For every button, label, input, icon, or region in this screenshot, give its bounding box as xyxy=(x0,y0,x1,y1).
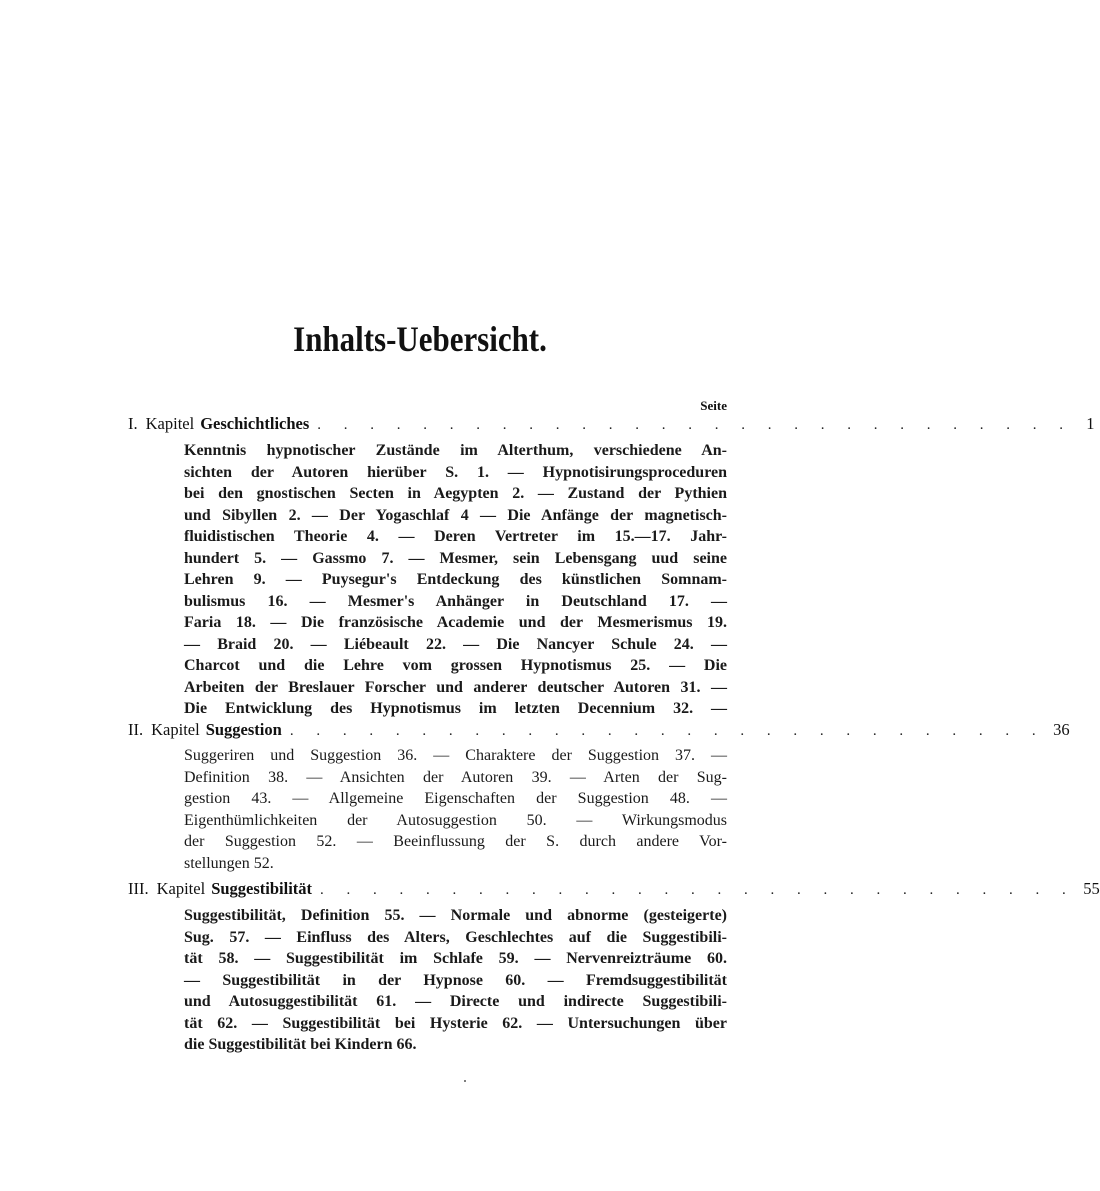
summary-line: Die Entwicklung des Hypnotismus im letzten Decennium 32. — xyxy=(184,700,727,717)
summary-line: Charcot und die Lehre vom grossen Hypnotismus 25. — Die xyxy=(184,657,727,674)
chapter-title: Suggestion xyxy=(205,720,282,739)
summary-line: der Suggestion 52. — Beeinflussung der S. durch andere Vor- xyxy=(184,833,727,850)
summary-line: fluidistischen Theorie 4. — Deren Vertreter im 15.—17. Jahr- xyxy=(184,528,727,545)
leader-dots: . . . . . . . . . . . . . . . . . . . . . . . . . . . . . xyxy=(320,882,1076,898)
summary-line: und Autosuggestibilität 61. — Directe und indirecte Suggestibili- xyxy=(184,993,727,1010)
chapter-page-number: 1 xyxy=(1086,414,1095,433)
summary-line: die Suggestibilität bei Kindern 66. xyxy=(184,1036,417,1053)
summary-line: gestion 43. — Allgemeine Eigenschaften der Suggestion 48. — xyxy=(184,790,727,807)
summary-line: hundert 5. — Gassmo 7. — Mesmer, sein Lebensgang uud seine xyxy=(184,549,727,567)
summary-line: Kenntnis hypnotischer Zustände im Alterthum, verschiedene An- xyxy=(184,442,727,459)
summary-line: Eigenthümlichkeiten der Autosuggestion 50. — Wirkungsmodus xyxy=(184,811,727,829)
summary-line: stellungen 52. xyxy=(184,854,274,872)
chapter-prefix: Kapitel xyxy=(156,879,206,898)
summary-line: bei den gnostischen Secten in Aegypten 2. — Zustand der Pythien xyxy=(184,485,727,502)
chapter-summary xyxy=(184,440,727,720)
summary-line: Faria 18. — Die französische Academie und der Mesmerismus 19. xyxy=(184,614,727,631)
summary-line: — Braid 20. — Liébeault 22. — Die Nancyer Schule 24. — xyxy=(184,635,727,653)
chapter-number: II. xyxy=(128,720,144,739)
summary-line: Definition 38. — Ansichten der Autoren 39. — Arten der Sug- xyxy=(184,768,727,786)
chapter-page-number: 55 xyxy=(1083,879,1100,898)
chapter-heading xyxy=(128,720,1070,742)
summary-line: tät 58. — Suggestibilität im Schlafe 59. — Nervenreizträume 60. xyxy=(184,950,727,967)
leader-dots: . . . . . . . . . . . . . . . . . . . . . . . . . . . . . xyxy=(289,723,1046,739)
summary-line: bulismus 16. — Mesmer's Anhänger in Deutschland 17. — xyxy=(184,592,727,610)
page-column-label: Seite xyxy=(700,398,727,413)
chapter-number: I. xyxy=(128,414,138,433)
chapter-heading xyxy=(128,879,1100,901)
summary-line: tät 62. — Suggestibilität bei Hysterie 62. — Untersuchungen über xyxy=(184,1014,727,1032)
chapter-heading xyxy=(128,414,1095,436)
chapter-title: Geschichtliches xyxy=(200,414,310,433)
chapter-summary xyxy=(184,745,727,874)
chapter-title: Suggestibilität xyxy=(211,879,313,898)
chapter-number: III. xyxy=(128,879,149,898)
chapter-prefix: Kapitel xyxy=(151,720,200,739)
summary-line: und Sibyllen 2. — Der Yogaschlaf 4 — Die Anfänge der magnetisch- xyxy=(184,506,727,524)
summary-line: Sug. 57. — Einfluss des Alters, Geschlechtes auf die Suggestibili- xyxy=(184,928,727,946)
page-title: Inhalts-Uebersicht. xyxy=(293,319,547,359)
speck xyxy=(464,1080,466,1082)
chapter-summary xyxy=(184,905,727,1056)
summary-line: sichten der Autoren hierüber S. 1. — Hypnotisirungsproceduren xyxy=(184,463,727,481)
summary-line: Suggeriren und Suggestion 36. — Charaktere der Suggestion 37. — xyxy=(184,747,727,764)
summary-line: Lehren 9. — Puysegur's Entdeckung des künstlichen Somnam- xyxy=(184,571,727,588)
summary-line: Arbeiten der Breslauer Forscher und anderer deutscher Autoren 31. — xyxy=(184,678,727,696)
summary-line: Suggestibilität, Definition 55. — Normale und abnorme (gesteigerte) xyxy=(184,907,727,924)
chapter-prefix: Kapitel xyxy=(145,414,195,433)
summary-line: — Suggestibilität in der Hypnose 60. — Fremdsuggestibilität xyxy=(184,971,727,989)
chapter-page-number: 36 xyxy=(1053,720,1070,739)
leader-dots: . . . . . . . . . . . . . . . . . . . . . . . . . . . . . xyxy=(317,417,1073,433)
